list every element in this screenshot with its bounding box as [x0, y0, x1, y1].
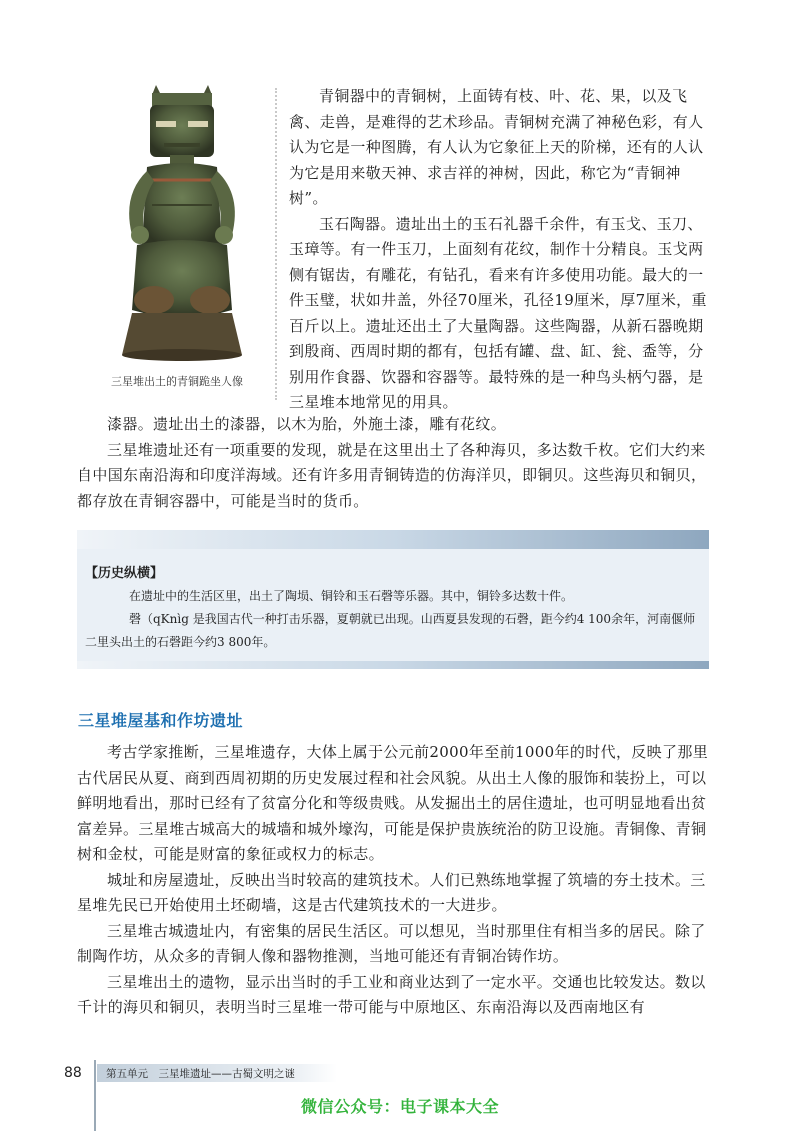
paragraph-bronze-tree: 青铜器中的青铜树，上面铸有枝、叶、花、果，以及飞禽、走兽，是难得的艺术珍品。青铜树充满了神秘色彩，有人认为它是一种图腾，有人认为它象征上天的阶梯，还有的人认为它是用来敬天神、求吉祥的神树，因此，称它为“青铜神树”。	[289, 87, 704, 207]
paragraph-shells: 三星堆遗址还有一项重要的发现，就是在这里出土了各种海贝，多达数千枚。它们大约来自中国东南沿海和印度洋海域。还有许多用青铜铸造的仿海洋贝，即铜贝。这些海贝和铜贝，都存放在青铜容器中，可能是当时的货币。	[77, 440, 707, 510]
sidebar-title: 【历史纵横】	[85, 566, 164, 581]
sidebar-line: 磬（qKnìg 是我国古代一种打击乐器，夏朝就已出现。山西夏县发现的石磬，距今约4 100余年，河南偃师二里头出土的石磬距今约3 800年。	[85, 612, 696, 649]
sidebar-line: 在遗址中的生活区里，出土了陶埙、铜铃和玉石磬等乐器。其中，铜铃多达数十件。	[129, 589, 574, 603]
sidebar-top-bar	[77, 530, 709, 549]
paragraph-architecture: 城址和房屋遗址，反映出当时较高的建筑技术。人们已熟练地掌握了筑墙的夯土技术。三星堆先民已开始使用土坯砌墙，这是古代建筑技术的一大进步。	[77, 870, 706, 914]
bronze-kneeling-figure-image	[92, 85, 262, 365]
paragraph-handicraft: 三星堆出土的遗物，显示出当时的手工业和商业达到了一定水平。交通也比较发达。数以千计的海贝和铜贝，表明当时三星堆一带可能与中原地区、东南沿海以及西南地区有	[77, 972, 706, 1016]
watermark: 微信公众号：电子课本大全	[300, 1097, 499, 1116]
figure	[92, 85, 262, 400]
bottom-text-block	[77, 740, 709, 1021]
unit-label: 第五单元 三星堆遗址——古蜀文明之谜	[106, 1068, 295, 1080]
page-number: 88	[64, 1065, 82, 1081]
figure-divider	[275, 88, 277, 400]
mid-text-block	[77, 412, 709, 514]
sidebar-bottom-bar	[77, 661, 709, 669]
paragraph-residents: 三星堆古城遗址内，有密集的居民生活区。可以想见，当时那里住有相当多的居民。除了制陶作坊，从众多的青铜人像和器物推测，当地可能还有青铜冶铸作坊。	[77, 921, 706, 965]
top-text-column	[289, 84, 709, 416]
history-sidebar-box	[77, 530, 709, 669]
paragraph-dating: 考古学家推断，三星堆遗存，大体上属于公元前2000年至前1000年的时代，反映了那里古代居民从夏、商到西周初期的历史发展过程和社会风貌。从出土人像的服饰和装扮上，可以鲜明地看出，那时已经有了贫富分化和等级贵贱。从发掘出土的居住遗址，也可明显地看出贫富差异。三星堆古城高大的城墙和城外壕沟，可能是保护贵族统治的防卫设施。青铜像、青铜树和金杖，可能是财富的象征或权力的标志。	[77, 743, 709, 863]
paragraph-jade-pottery: 玉石陶器。遗址出土的玉石礼器千余件，有玉戈、玉刀、玉璋等。有一件玉刀，上面刻有花纹，制作十分精良。玉戈两侧有锯齿，有雕花，有钻孔，看来有许多使用功能。最大的一件玉璧，状如井盖，外径70厘米，孔径19厘米，厚7厘米，重百斤以上。遗址还出土了大量陶器。这些陶器，从新石器晚期到殷商、西周时期的都有，包括有罐、盘、缸、瓮、盉等，分别用作食器、饮器和容器等。最特殊的是一种鸟头柄勺器，是三星堆本地常见的用具。	[289, 214, 707, 411]
paragraph-lacquer: 漆器。遗址出土的漆器，以木为胎，外施土漆，雕有花纹。	[107, 415, 507, 433]
figure-caption: 三星堆出土的青铜跪坐人像	[111, 375, 243, 388]
section-title: 三星堆屋基和作坊遗址	[78, 711, 244, 730]
